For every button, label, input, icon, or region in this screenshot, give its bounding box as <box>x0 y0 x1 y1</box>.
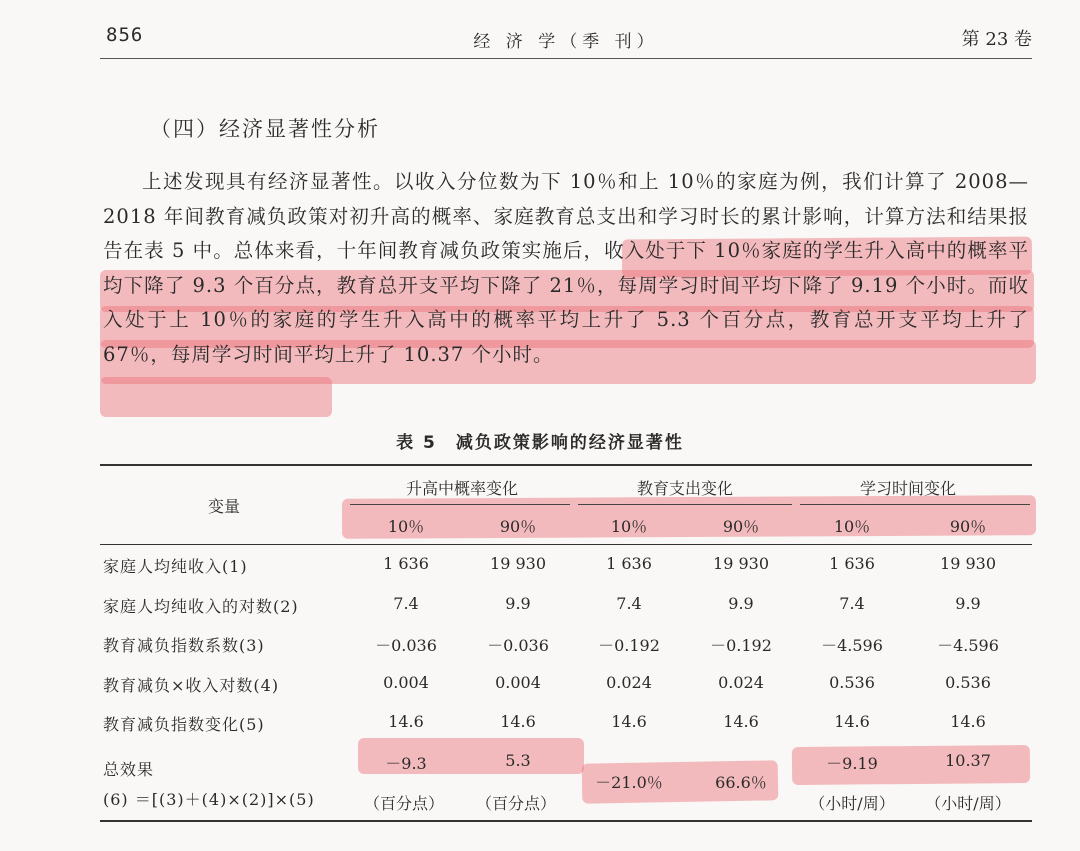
table-cell: 9.9 <box>728 594 754 613</box>
table-cell: 1 636 <box>606 554 652 573</box>
table-cell: 0.536 <box>829 673 875 692</box>
variable-header: 变量 <box>208 497 241 516</box>
table-cell: －0.192 <box>598 636 660 655</box>
table-cell: 1 636 <box>383 554 429 573</box>
table-cell: －4.596 <box>937 636 999 655</box>
table-cell: 14.6 <box>500 712 536 731</box>
group-header: 教育支出变化 <box>636 479 734 498</box>
highlight-mark <box>342 495 1036 539</box>
table-cell: 0.536 <box>945 673 991 692</box>
group-rule <box>350 504 570 505</box>
row-label: 家庭人均纯收入的对数(2) <box>103 597 299 616</box>
row-label: 教育减负指数变化(5) <box>103 715 265 734</box>
table-cell: 0.024 <box>718 673 764 692</box>
unit-label: （百分点） <box>363 794 445 813</box>
percentile-header: 10％ <box>387 517 425 536</box>
group-header: 升高中概率变化 <box>405 479 519 498</box>
percentile-header: 90％ <box>499 517 537 536</box>
total-row-formula: (6) ＝[(3)＋(4)×(2)]×(5) <box>103 790 315 809</box>
total-cell: －9.3 <box>385 754 427 773</box>
group-rule <box>800 504 1030 505</box>
table-cell: 19 930 <box>940 554 996 573</box>
table-cell: －0.036 <box>487 636 549 655</box>
row-label: 教育减负指数系数(3) <box>103 636 265 655</box>
table-cell: 14.6 <box>723 712 759 731</box>
row-label: 家庭人均纯收入(1) <box>103 557 248 576</box>
table-cell: 0.004 <box>383 673 429 692</box>
group-rule <box>578 504 792 505</box>
table-cell: 0.004 <box>495 673 541 692</box>
table-cell: 7.4 <box>616 594 642 613</box>
table-cell: 19 930 <box>713 554 769 573</box>
table-cell: －0.192 <box>710 636 772 655</box>
unit-label: （小时/周） <box>925 794 1011 813</box>
total-cell: －21.0％ <box>595 773 663 792</box>
table-cell: 0.024 <box>606 673 652 692</box>
percentile-header: 10％ <box>833 517 871 536</box>
table-header-rule <box>100 544 1032 545</box>
body-paragraph: 上述发现具有经济显著性。以收入分位数为下 10％和上 10％的家庭为例，我们计算了 2008—2018 年间教育减负政策对初升高的概率、家庭教育总支出和学习时长的累计影响，计算方法和结果报告在表 5 中。总体来看，十年间教育减负政策实施后，收入处于下 10％家庭的学生升入高中的概率平均下降了 9.3 个百分点，教育总开支平均下降了 21％，每周学习时间平均下降了 9.19 个小时。而收入处于上 10％的家庭的学生升入高中的概率平均上升了 5.3 个百分点，教育总开支平均上升了 67％，每周学习时间平均上升了 10.37 个小时。 <box>103 170 1029 366</box>
table-bottom-rule <box>100 820 1032 822</box>
table-cell: －0.036 <box>375 636 437 655</box>
running-header <box>100 22 1032 59</box>
table-cell: 19 930 <box>490 554 546 573</box>
table-cell: 1 636 <box>829 554 875 573</box>
table-cell: 7.4 <box>839 594 865 613</box>
table-top-rule <box>100 464 1032 466</box>
row-label: 教育减负×收入对数(4) <box>103 676 280 695</box>
percentile-header: 90％ <box>722 517 760 536</box>
percentile-header: 10％ <box>610 517 648 536</box>
volume-label: 第 23 卷 <box>961 29 1032 50</box>
table-cell: 14.6 <box>950 712 986 731</box>
percentile-header: 90％ <box>949 517 987 536</box>
table-cell: －4.596 <box>821 636 883 655</box>
group-header: 学习时间变化 <box>859 479 957 498</box>
table-cell: 7.4 <box>393 594 419 613</box>
total-cell: 5.3 <box>505 751 531 770</box>
unit-label: （小时/周） <box>809 794 895 813</box>
total-row-label: 总效果 <box>103 760 155 779</box>
journal-title: 经 济 学（季 刊） <box>473 32 659 52</box>
table-cell: 14.6 <box>611 712 647 731</box>
highlight-mark <box>100 377 332 417</box>
table-cell: 14.6 <box>388 712 424 731</box>
section-title: （四）经济显著性分析 <box>150 117 380 141</box>
page-number: 856 <box>106 24 144 46</box>
table-cell: 9.9 <box>955 594 981 613</box>
table-title: 表 5 减负政策影响的经济显著性 <box>396 433 684 453</box>
table-cell: 9.9 <box>505 594 531 613</box>
total-cell: 66.6％ <box>715 773 767 792</box>
unit-label: （百分点） <box>475 794 557 813</box>
total-cell: 10.37 <box>945 751 991 770</box>
total-cell: －9.19 <box>826 754 878 773</box>
table-cell: 14.6 <box>834 712 870 731</box>
